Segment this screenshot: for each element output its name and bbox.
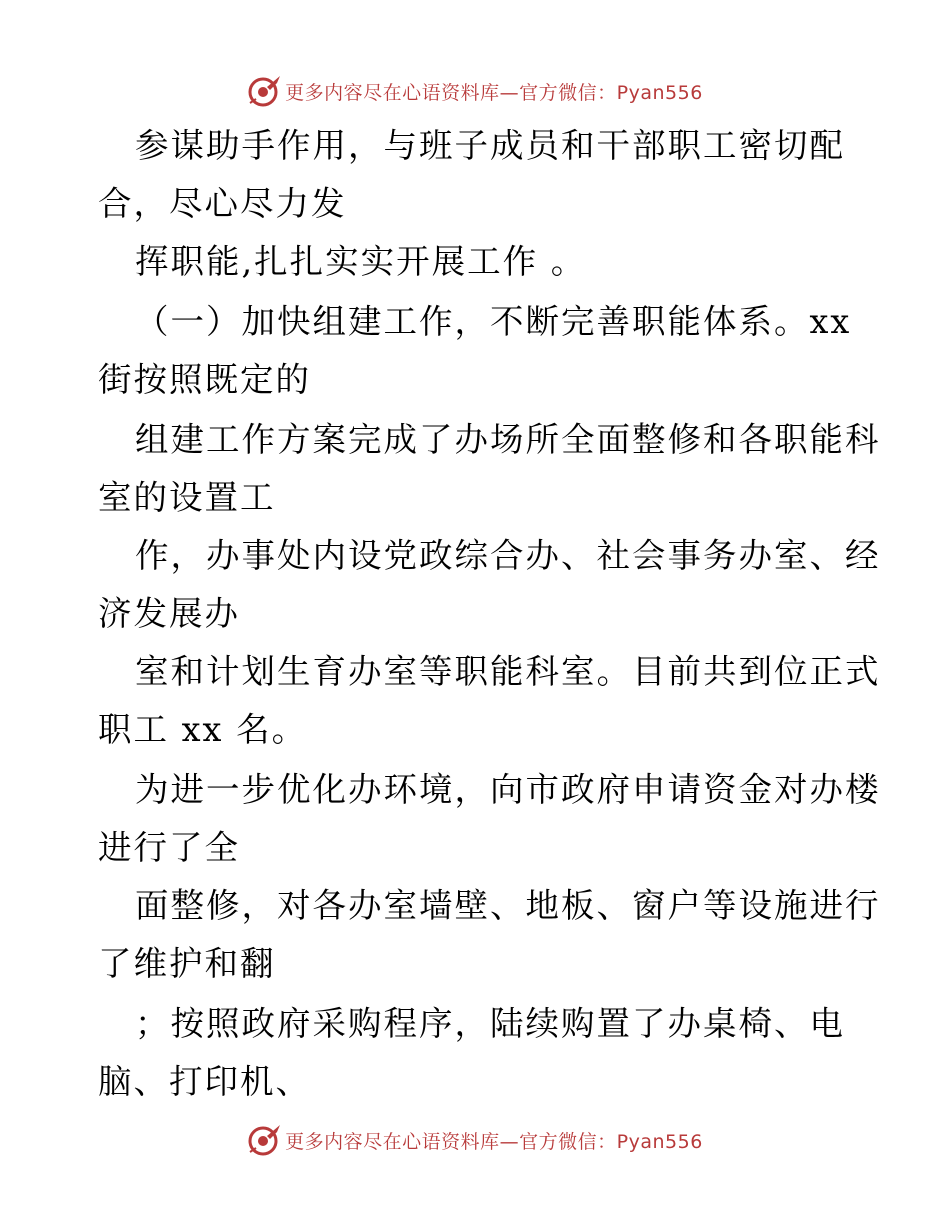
text-line: 合，尽心尽力发 (98, 184, 347, 223)
text-line: 职工 xx 名。 (98, 710, 308, 749)
text-line: 作，办事处内设党政综合办、社会事务办室、经 (135, 536, 881, 575)
text-line: 济发展办 (98, 594, 240, 633)
text-line: 组建工作方案完成了办场所全面整修和各职能科 (135, 420, 881, 459)
quill-seal-icon (247, 1122, 283, 1158)
footer-watermark-text: 更多内容尽在心语资料库—官方微信：Pyan556 (285, 1130, 703, 1153)
text-line: 了维护和翻 (98, 944, 276, 983)
text-line: 室和计划生育办室等职能科室。目前共到位正式 (135, 652, 881, 691)
text-line: 参谋助手作用，与班子成员和干部职工密切配 (135, 126, 845, 165)
text-line: 挥职能,扎扎实实开展工作 。 (135, 242, 587, 281)
text-line: 面整修，对各办室墙壁、地板、窗户等设施进行 (135, 886, 881, 925)
footer-watermark (0, 1120, 950, 1160)
text-line: 脑、打印机、 (98, 1062, 311, 1101)
header-watermark-text: 更多内容尽在心语资料库—官方微信：Pyan556 (285, 81, 703, 104)
text-line: 街按照既定的 (98, 360, 311, 399)
text-line: ；按照政府采购程序，陆续购置了办桌椅、电 (135, 1004, 845, 1043)
text-line: （一）加快组建工作，不断完善职能体系。xx (135, 302, 852, 341)
text-line: 室的设置工 (98, 478, 276, 517)
text-line: 为进一步优化办环境，向市政府申请资金对办楼 (135, 770, 881, 809)
text-line: 进行了全 (98, 828, 240, 867)
